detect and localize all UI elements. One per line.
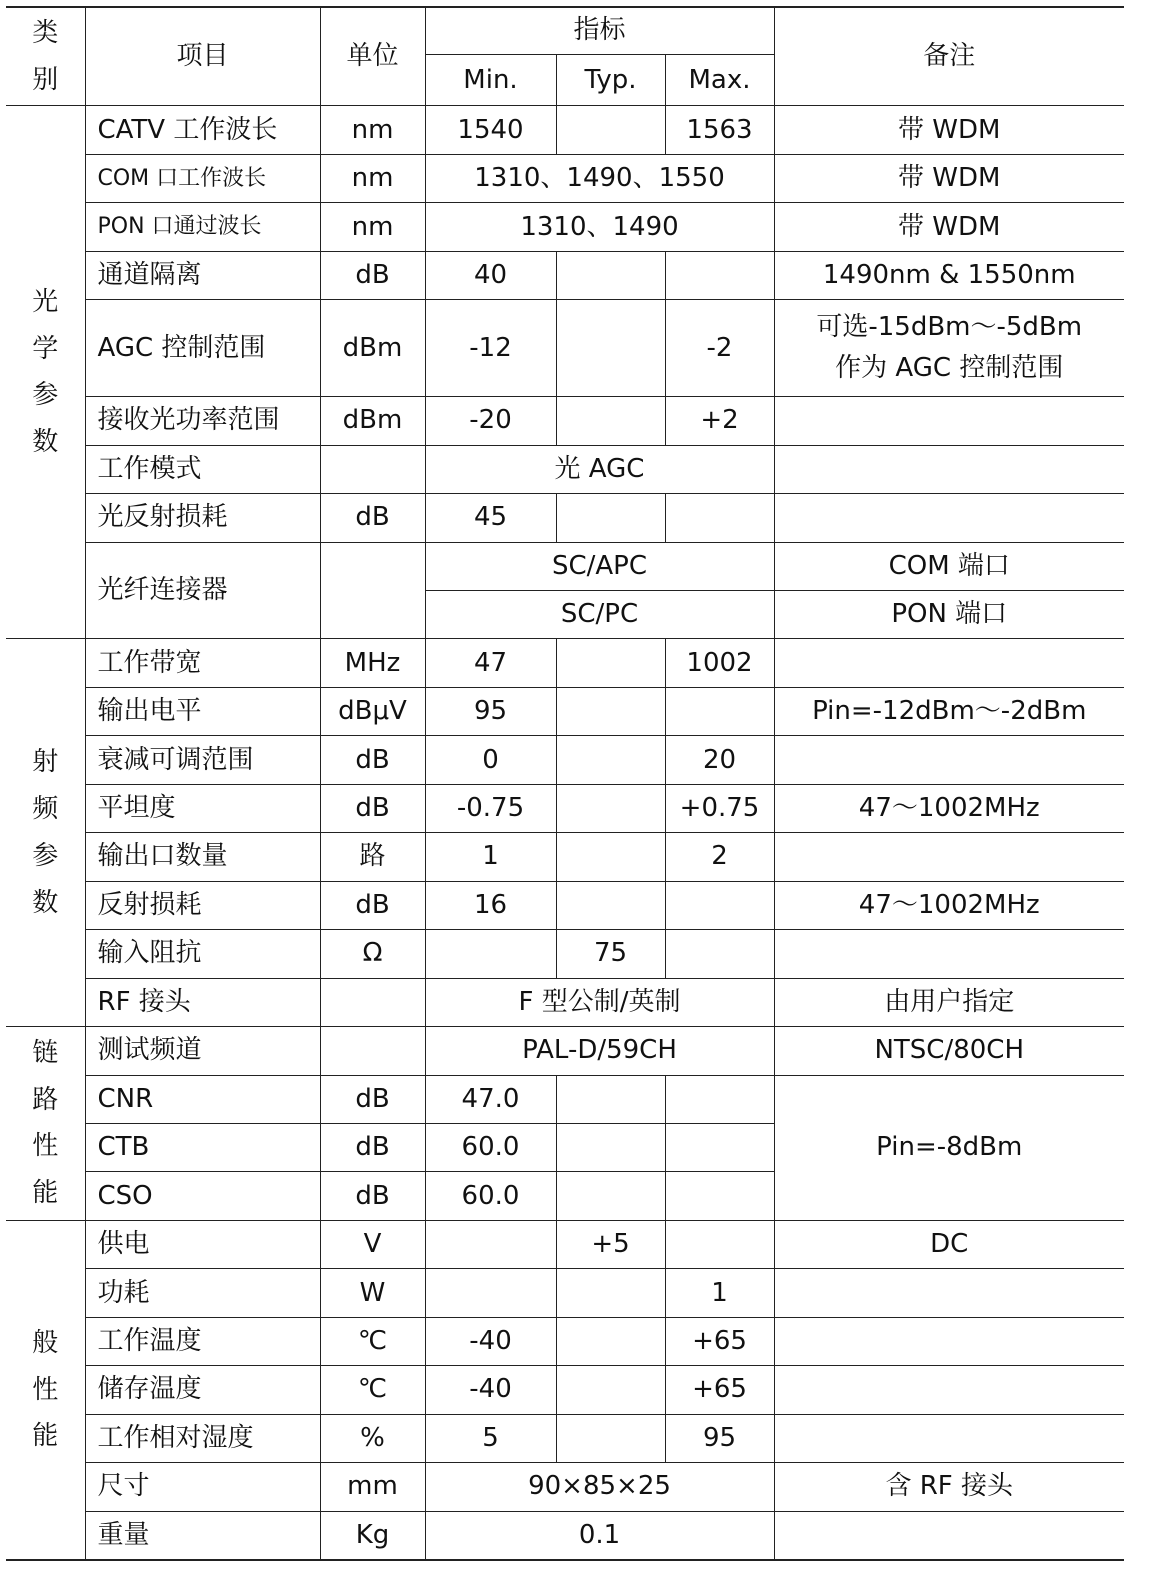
row-max: 1002 xyxy=(665,639,774,687)
row-item: 工作相对湿度 xyxy=(85,1414,320,1462)
row-min: 0 xyxy=(425,736,556,784)
row-item: AGC 控制范围 xyxy=(85,300,320,397)
row-min: 47.0 xyxy=(425,1075,556,1123)
row-item: RF 接头 xyxy=(85,978,320,1026)
header-max: Max. xyxy=(665,54,774,105)
row-item: CATV 工作波长 xyxy=(85,106,320,154)
row-item: PON 口通过波长 xyxy=(85,203,320,251)
row-remark xyxy=(774,736,1124,784)
row-typ xyxy=(556,881,665,929)
row-remark: Pin=-8dBm xyxy=(774,1075,1124,1220)
row-typ: +5 xyxy=(556,1220,665,1268)
row-max xyxy=(665,1172,774,1220)
row-min xyxy=(425,1220,556,1268)
row-unit: W xyxy=(320,1269,425,1317)
row-remark xyxy=(774,1317,1124,1365)
row-unit: nm xyxy=(320,203,425,251)
row-typ xyxy=(556,1269,665,1317)
row-remark xyxy=(774,397,1124,445)
row-min xyxy=(425,930,556,978)
row-max: -2 xyxy=(665,300,774,397)
row-unit: ℃ xyxy=(320,1317,425,1365)
category-optical: 光 学 参 数 xyxy=(6,106,85,639)
row-max xyxy=(665,687,774,735)
row-item: 测试频道 xyxy=(85,1027,320,1075)
row-remark: 47～1002MHz xyxy=(774,784,1124,832)
row-max xyxy=(665,1075,774,1123)
row-min: 1540 xyxy=(425,106,556,154)
row-value: F 型公制/英制 xyxy=(425,978,774,1026)
row-typ xyxy=(556,397,665,445)
row-unit: mm xyxy=(320,1463,425,1511)
row-typ xyxy=(556,251,665,299)
row-unit: dB xyxy=(320,881,425,929)
header-min: Min. xyxy=(425,54,556,105)
row-item: 输出电平 xyxy=(85,687,320,735)
category-link: 链 路 性 能 xyxy=(6,1027,85,1221)
header-spec: 指标 xyxy=(425,7,774,54)
row-max xyxy=(665,251,774,299)
row-value: 90×85×25 xyxy=(425,1463,774,1511)
row-unit xyxy=(320,978,425,1026)
row-max xyxy=(665,881,774,929)
row-item: 光反射损耗 xyxy=(85,494,320,542)
row-min: -12 xyxy=(425,300,556,397)
row-remark xyxy=(774,1414,1124,1462)
row-max: 1563 xyxy=(665,106,774,154)
row-unit: % xyxy=(320,1414,425,1462)
row-item: 功耗 xyxy=(85,1269,320,1317)
header-category: 类 别 xyxy=(6,7,85,106)
row-unit: dB xyxy=(320,1172,425,1220)
row-min: 47 xyxy=(425,639,556,687)
row-unit: nm xyxy=(320,106,425,154)
row-min: 40 xyxy=(425,251,556,299)
row-item: 输出口数量 xyxy=(85,833,320,881)
row-min: -20 xyxy=(425,397,556,445)
row-item: 平坦度 xyxy=(85,784,320,832)
row-item: 供电 xyxy=(85,1220,320,1268)
row-remark: 1490nm & 1550nm xyxy=(774,251,1124,299)
row-max xyxy=(665,494,774,542)
row-value: SC/PC xyxy=(425,590,774,638)
row-unit: MHz xyxy=(320,639,425,687)
row-unit: Ω xyxy=(320,930,425,978)
row-typ xyxy=(556,736,665,784)
row-remark: COM 端口 xyxy=(774,542,1124,590)
row-value: 1310、1490、1550 xyxy=(425,154,774,202)
row-unit: dB xyxy=(320,251,425,299)
row-typ xyxy=(556,1366,665,1414)
row-max: 2 xyxy=(665,833,774,881)
row-item: 工作模式 xyxy=(85,445,320,493)
row-typ xyxy=(556,1414,665,1462)
row-min: 95 xyxy=(425,687,556,735)
row-item: 重量 xyxy=(85,1511,320,1560)
row-max xyxy=(665,930,774,978)
row-item: COM 口工作波长 xyxy=(85,154,320,202)
row-remark xyxy=(774,445,1124,493)
header-remark: 备注 xyxy=(774,7,1124,106)
row-typ xyxy=(556,1075,665,1123)
row-unit xyxy=(320,445,425,493)
row-typ xyxy=(556,687,665,735)
row-remark: 47～1002MHz xyxy=(774,881,1124,929)
row-min: -40 xyxy=(425,1317,556,1365)
row-max: 20 xyxy=(665,736,774,784)
row-value: PAL-D/59CH xyxy=(425,1027,774,1075)
row-typ xyxy=(556,833,665,881)
row-item: CNR xyxy=(85,1075,320,1123)
row-unit: Kg xyxy=(320,1511,425,1560)
row-remark xyxy=(774,930,1124,978)
row-unit: dBμV xyxy=(320,687,425,735)
row-unit xyxy=(320,542,425,639)
row-remark xyxy=(774,833,1124,881)
row-item: 通道隔离 xyxy=(85,251,320,299)
row-max: 1 xyxy=(665,1269,774,1317)
row-max: +65 xyxy=(665,1317,774,1365)
row-unit: dB xyxy=(320,494,425,542)
row-item: 光纤连接器 xyxy=(85,542,320,639)
row-min: 1 xyxy=(425,833,556,881)
header-unit: 单位 xyxy=(320,7,425,106)
row-min: 60.0 xyxy=(425,1172,556,1220)
row-unit xyxy=(320,1027,425,1075)
row-unit: dB xyxy=(320,784,425,832)
row-typ xyxy=(556,300,665,397)
row-min: -0.75 xyxy=(425,784,556,832)
row-min: 16 xyxy=(425,881,556,929)
row-remark: NTSC/80CH xyxy=(774,1027,1124,1075)
row-min: 60.0 xyxy=(425,1123,556,1171)
row-max: 95 xyxy=(665,1414,774,1462)
row-remark: 由用户指定 xyxy=(774,978,1124,1026)
row-unit: dB xyxy=(320,736,425,784)
row-typ xyxy=(556,1317,665,1365)
row-item: 尺寸 xyxy=(85,1463,320,1511)
row-item: 接收光功率范围 xyxy=(85,397,320,445)
category-rf: 射 频 参 数 xyxy=(6,639,85,1027)
row-remark: 含 RF 接头 xyxy=(774,1463,1124,1511)
row-max: +2 xyxy=(665,397,774,445)
row-max: +65 xyxy=(665,1366,774,1414)
row-remark: DC xyxy=(774,1220,1124,1268)
category-general: 般 性 能 xyxy=(6,1220,85,1560)
row-remark: Pin=-12dBm～-2dBm xyxy=(774,687,1124,735)
header-item: 项目 xyxy=(85,7,320,106)
row-value: SC/APC xyxy=(425,542,774,590)
row-min: -40 xyxy=(425,1366,556,1414)
spec-table xyxy=(6,6,1124,1561)
row-item: 衰减可调范围 xyxy=(85,736,320,784)
row-value: 光 AGC xyxy=(425,445,774,493)
row-remark xyxy=(774,639,1124,687)
row-remark: 带 WDM xyxy=(774,154,1124,202)
row-remark: 可选-15dBm～-5dBm 作为 AGC 控制范围 xyxy=(774,300,1124,397)
row-item: 工作带宽 xyxy=(85,639,320,687)
row-value: 0.1 xyxy=(425,1511,774,1560)
row-unit: 路 xyxy=(320,833,425,881)
row-remark: 带 WDM xyxy=(774,106,1124,154)
row-typ xyxy=(556,1123,665,1171)
row-unit: dB xyxy=(320,1123,425,1171)
row-unit: nm xyxy=(320,154,425,202)
row-value: 1310、1490 xyxy=(425,203,774,251)
row-min: 45 xyxy=(425,494,556,542)
row-item: 输入阻抗 xyxy=(85,930,320,978)
row-min: 5 xyxy=(425,1414,556,1462)
row-remark xyxy=(774,1366,1124,1414)
row-typ xyxy=(556,784,665,832)
row-unit: dB xyxy=(320,1075,425,1123)
row-max xyxy=(665,1123,774,1171)
row-item: 工作温度 xyxy=(85,1317,320,1365)
header-typ: Typ. xyxy=(556,54,665,105)
row-remark xyxy=(774,494,1124,542)
row-unit: dBm xyxy=(320,397,425,445)
row-item: CSO xyxy=(85,1172,320,1220)
row-max: +0.75 xyxy=(665,784,774,832)
row-typ xyxy=(556,1172,665,1220)
row-unit: ℃ xyxy=(320,1366,425,1414)
row-item: 储存温度 xyxy=(85,1366,320,1414)
row-max xyxy=(665,1220,774,1268)
row-typ xyxy=(556,106,665,154)
row-unit: dBm xyxy=(320,300,425,397)
row-min xyxy=(425,1269,556,1317)
row-remark: 带 WDM xyxy=(774,203,1124,251)
row-remark xyxy=(774,1269,1124,1317)
row-remark xyxy=(774,1511,1124,1560)
row-typ: 75 xyxy=(556,930,665,978)
row-typ xyxy=(556,639,665,687)
row-unit: V xyxy=(320,1220,425,1268)
row-remark: PON 端口 xyxy=(774,590,1124,638)
row-typ xyxy=(556,494,665,542)
row-item: 反射损耗 xyxy=(85,881,320,929)
row-item: CTB xyxy=(85,1123,320,1171)
